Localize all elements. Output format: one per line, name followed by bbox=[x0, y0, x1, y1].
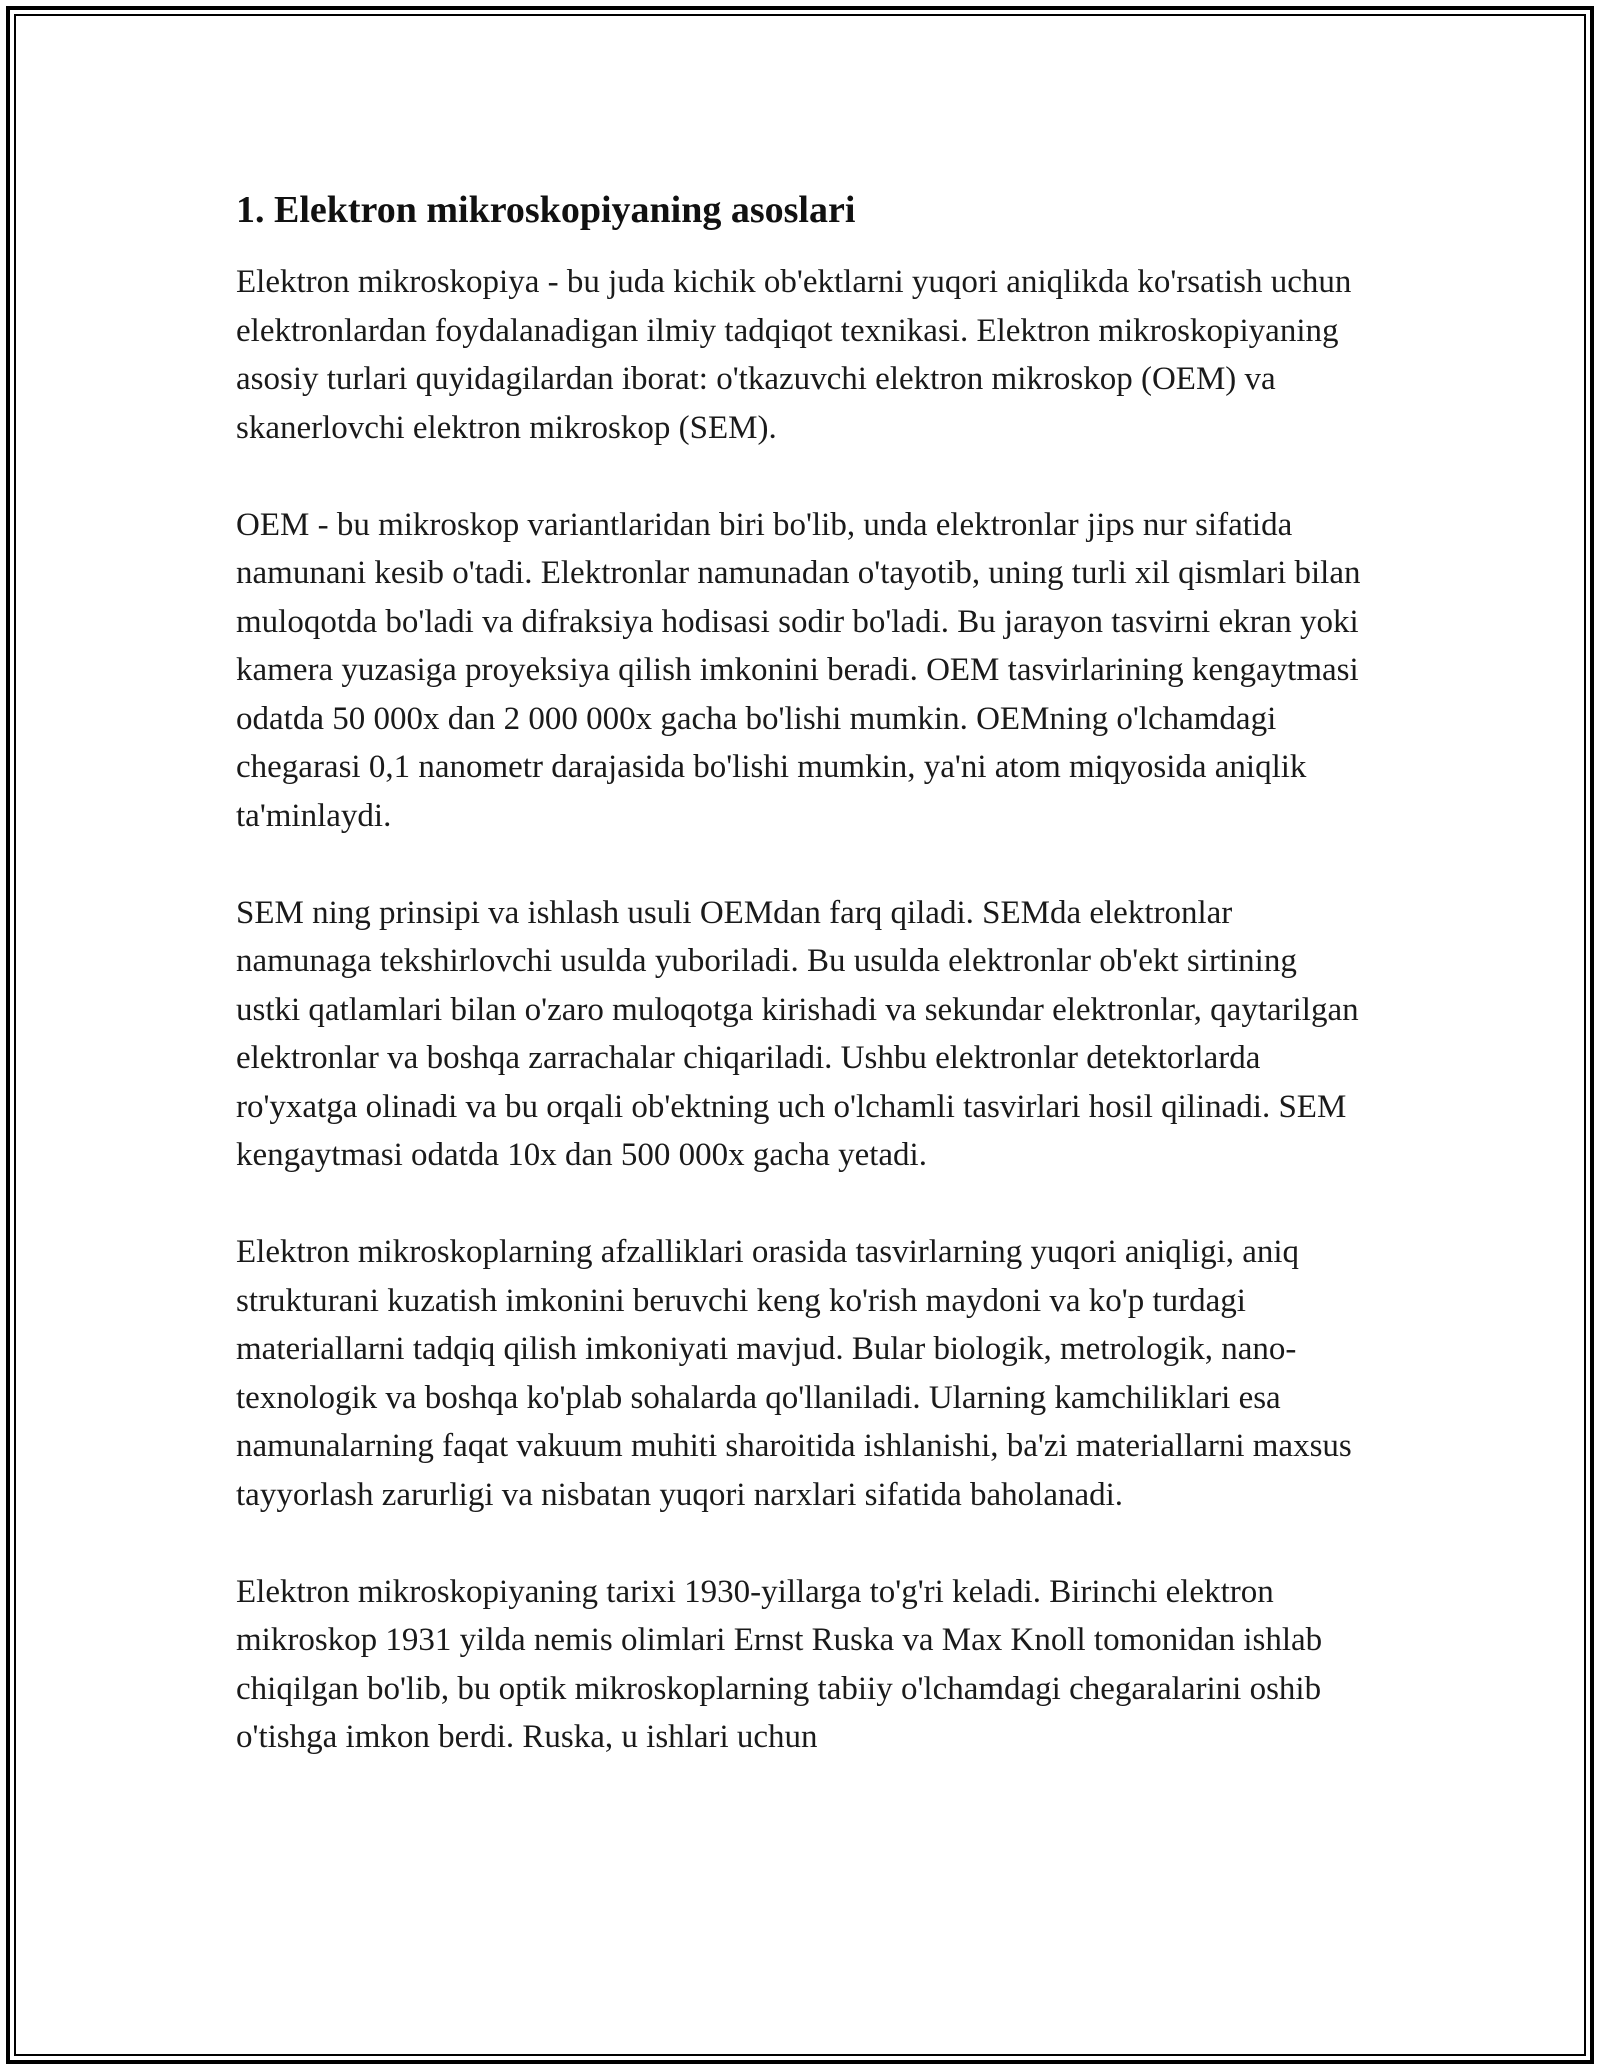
paragraph-sem: SEM ning prinsipi va ishlash usuli OEMdan farq qiladi. SEMda elektronlar namunaga tekshirlovchi usulda yuboriladi. Bu usulda elektronlar ob'ekt sirtining ustki qatlamlari bilan o'zaro muloqotga kirishadi va sekundar elektronlar, qaytarilgan elektronlar va boshqa zarrachalar chiqariladi. Ushbu elektronlar detektorlarda ro'yxatga olinadi va bu orqali ob'ektning uch o'lchamli tasvirlari hosil qilinadi. SEM kengaytmasi odatda 10x dan 500 000x gacha yetadi. bbox=[236, 894, 1359, 1173]
paragraph-oem: OEM - bu mikroskop variantlaridan biri bo'lib, unda elektronlar jips nur sifatida namunani kesib o'tadi. Elektronlar namunadan o'tayotib, uning turli xil qismlari bilan muloqotda bo'ladi va difraksiya hodisasi sodir bo'ladi. Bu jarayon tasvirni ekran yoki kamera yuzasiga proyeksiya qilish imkonini beradi. OEM tasvirlarining kengaytmasi odatda 50 000x dan 2 000 000x gacha bo'lishi mumkin. OEMning o'lchamdagi chegarasi 0,1 nanometr darajasida bo'lishi mumkin, ya'ni atom miqyosida aniqlik ta'minlaydi. bbox=[236, 506, 1361, 834]
document-body bbox=[236, 186, 1366, 1810]
paragraph-advantages: Elektron mikroskoplarning afzalliklari orasida tasvirlarning yuqori aniqligi, aniq strukturani kuzatish imkonini beruvchi keng ko'rish maydoni va ko'p turdagi materiallarni tadqiq qilish imkoniyati mavjud. Bular biologik, metrologik, nano-texnologik va boshqa ko'plab sohalarda qo'llaniladi. Ularning kamchiliklari esa namunalarning faqat vakuum muhiti sharoitida ishlanishi, ba'zi materiallarni maxsus tayyorlash zarurligi va nisbatan yuqori narxlari sifatida baholanadi. bbox=[236, 1234, 1352, 1513]
section-title: 1. Elektron mikroskopiyaning asoslari bbox=[236, 189, 856, 231]
paragraph-history: Elektron mikroskopiyaning tarixi 1930-yillarga to'g'ri keladi. Birinchi elektron mikroskop 1931 yilda nemis olimlari Ernst Ruska va Max Knoll tomonidan ishlab chiqilgan bo'lib, bu optik mikroskoplarning tabiiy o'lchamdagi chegaralarini oshib o'tishga imkon berdi. Ruska, u ishlari uchun bbox=[236, 1573, 1323, 1755]
paragraph-intro: Elektron mikroskopiya - bu juda kichik ob'ektlarni yuqori aniqlikda ko'rsatish uchun elektronlardan foydalanadigan ilmiy tadqiqot texnikasi. Elektron mikroskopiyaning asosiy turlari quyidagilardan iborat: o'tkazuvchi elektron mikroskop (OEM) va skanerlovchi elektron mikroskop (SEM). bbox=[236, 264, 1352, 446]
